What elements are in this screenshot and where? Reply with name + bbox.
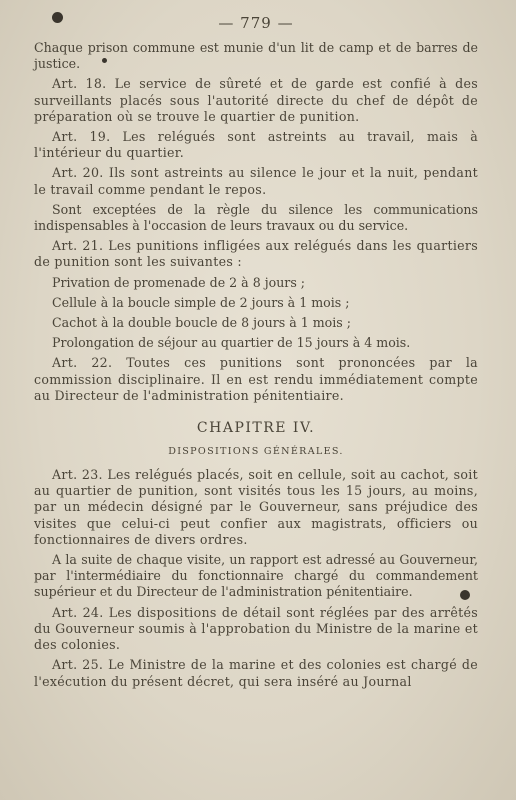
paragraph-report: A la suite de chaque visite, un rapport est adressé au Gouverneur, par l'intermédiaire du fonctionnaire chargé du commandement supérieur et du Directeur de l'administration pénitentiaire.: [34, 552, 478, 600]
list-item: Cachot à la double boucle de 8 jours à 1 mois ;: [52, 315, 352, 331]
section-heading: DISPOSITIONS GÉNÉRALES.: [168, 446, 344, 458]
ink-spot: [52, 12, 63, 23]
list-item: Privation de promenade de 2 à 8 jours ;: [52, 274, 306, 290]
paragraph-exceptions: Sont exceptées de la règle du silence les communications indispensables à l'occasion de leurs travaux ou du service.: [34, 201, 478, 234]
paragraph-art-20: Art. 20. Ils sont astreints au silence le jour et la nuit, pendant le travail comme pendant le repos.: [34, 165, 478, 197]
list-item: Cellule à la boucle simple de 2 jours à 1 mois ;: [52, 294, 350, 310]
ink-spot: [102, 58, 107, 63]
paragraph: Chaque prison commune est munie d'un lit de camp et de barres de justice.: [34, 40, 478, 72]
paragraph-art-18: Art. 18. Le service de sûreté et de garde est confié à des surveillants placés sous l'autorité directe du chef de dépôt de préparation où se trouve le quartier de punition.: [34, 76, 478, 124]
ink-spot: [460, 590, 470, 600]
paragraph-art-22: Art. 22. Toutes ces punitions sont prononcées par la commission disciplinaire. Il en est rendu immédiatement compte au Directeur de l'administration pénitentiaire.: [34, 355, 478, 403]
paragraph-art-24: Art. 24. Les dispositions de détail sont réglées par des arrêtés du Gouverneur soumis à l'approbation du Ministre de la marine et des colonies.: [34, 604, 478, 653]
paragraph-art-21: Art. 21. Les punitions infligées aux relégués dans les quartiers de punition sont les suivantes :: [34, 238, 478, 270]
list-item: Prolongation de séjour au quartier de 15 jours à 4 mois.: [52, 335, 411, 351]
punishment-list: [34, 275, 478, 352]
chapter-heading: CHAPITRE IV.: [196, 420, 316, 437]
paragraph-art-23: Art. 23. Les relégués placés, soit en cellule, soit au cachot, soit au quartier de punition, sont visités tous les 15 jours, au moins, par un médecin désigné par le Gouverneur, sans préjudice des visites que celui-ci peut confier aux magistrats, officiers ou fonctionnaires de divers ordres.: [34, 467, 478, 547]
paragraph-art-25: Art. 25. Le Ministre de la marine et des colonies est chargé de l'exécution du présent décret, qui sera inséré au Journal: [34, 657, 478, 689]
page-number: — 779 —: [218, 14, 294, 32]
paragraph-art-19: Art. 19. Les relégués sont astreints au travail, mais à l'intérieur du quartier.: [34, 129, 478, 161]
